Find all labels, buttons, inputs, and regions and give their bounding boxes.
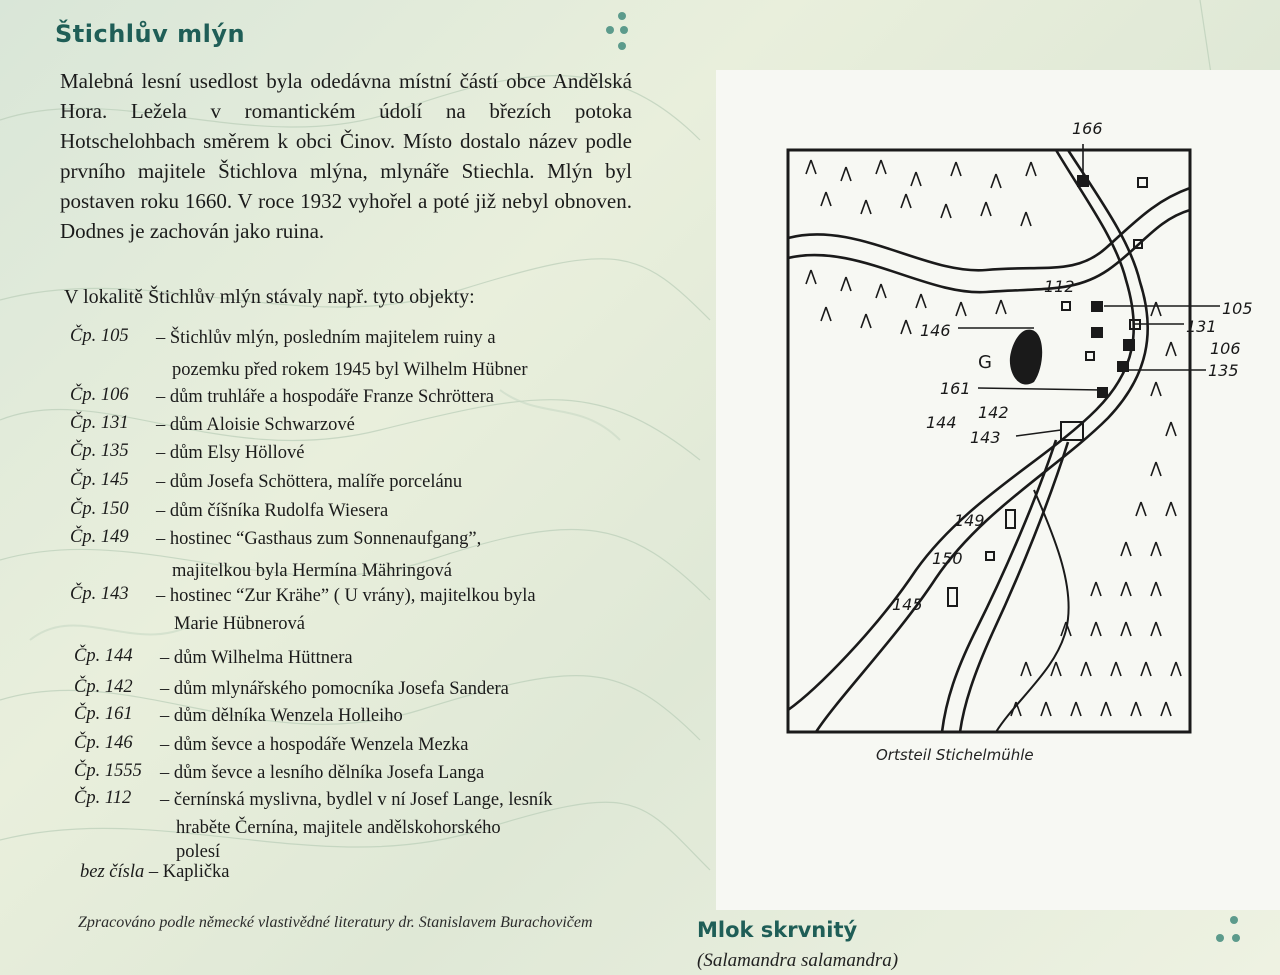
house-number: Čp. 144 bbox=[74, 646, 133, 666]
house-number: Čp. 112 bbox=[74, 788, 132, 808]
no-number-text: – Kaplička bbox=[144, 862, 230, 882]
no-number-label: bez čísla bbox=[80, 862, 145, 882]
house-number: Čp. 161 bbox=[74, 704, 133, 724]
house-number: Čp. 106 bbox=[70, 385, 129, 405]
house-description-cont: hraběte Černína, majitele andělskohorského bbox=[176, 818, 501, 838]
map-label: 106 bbox=[1210, 339, 1241, 358]
map-label: 112 bbox=[1044, 277, 1075, 296]
map-label: 161 bbox=[940, 379, 971, 398]
house-description-cont: majitelkou byla Hermína Mähringová bbox=[172, 561, 452, 581]
house-description-cont: polesí bbox=[176, 842, 221, 862]
house-description: – dům Wilhelma Hüttnera bbox=[160, 648, 353, 668]
house-description: – hostinec “Gasthaus zum Sonnenaufgang”, bbox=[156, 529, 482, 549]
no-number-item bbox=[80, 862, 230, 883]
map-label: 150 bbox=[932, 549, 963, 568]
house-number: Čp. 143 bbox=[70, 584, 129, 604]
map-label: 146 bbox=[920, 321, 951, 340]
pond-shape bbox=[1010, 330, 1042, 385]
map-label: 105 bbox=[1222, 299, 1253, 318]
house-number: Čp. 105 bbox=[70, 326, 129, 346]
village-map bbox=[716, 70, 1280, 750]
house-number: Čp. 145 bbox=[70, 470, 129, 490]
map-label: 131 bbox=[1186, 317, 1217, 336]
objects-subtitle: V lokalitě Štichlův mlýn stávaly např. tyto objekty: bbox=[64, 286, 475, 308]
house-description: – dům mlynářského pomocníka Josefa Sandera bbox=[160, 679, 509, 699]
map-buildings bbox=[948, 176, 1147, 606]
map-label: 149 bbox=[954, 511, 985, 530]
house-number: Čp. 150 bbox=[70, 499, 129, 519]
map-labels bbox=[892, 119, 1253, 614]
decorative-dots-icon bbox=[602, 12, 636, 58]
house-description: – dům Elsy Höllové bbox=[156, 443, 305, 463]
map-label: 144 bbox=[926, 413, 957, 432]
map-label: G bbox=[978, 352, 992, 373]
house-number: Čp. 131 bbox=[70, 413, 129, 433]
house-number: Čp. 135 bbox=[70, 441, 129, 461]
decorative-dots-icon bbox=[1210, 916, 1250, 956]
salamander-title: Mlok skrvnitý bbox=[697, 918, 858, 942]
house-description: – dům Aloisie Schwarzové bbox=[156, 415, 355, 435]
house-number: Čp. 146 bbox=[74, 733, 133, 753]
house-number: Čp. 149 bbox=[70, 527, 129, 547]
credit-note: Zpracováno podle německé vlastivědné literatury dr. Stanislavem Burachovičem bbox=[78, 914, 593, 931]
house-description: – dům dělníka Wenzela Holleiho bbox=[160, 706, 403, 726]
house-description: – dům ševce a hospodáře Wenzela Mezka bbox=[160, 735, 469, 755]
house-description: – dům Josefa Schöttera, malíře porcelánu bbox=[156, 472, 463, 492]
page-title: Štichlův mlýn bbox=[55, 20, 246, 48]
map-caption: Ortsteil Stichelmühle bbox=[876, 746, 1034, 764]
house-description: – dům číšníka Rudolfa Wiesera bbox=[156, 501, 389, 521]
house-number: Čp. 142 bbox=[74, 677, 133, 697]
map-label: 142 bbox=[978, 403, 1009, 422]
house-number: Čp. 1555 bbox=[74, 761, 142, 781]
intro-paragraph: Malebná lesní usedlost byla odedávna místní částí obce Andělská Hora. Ležela v romantickém údolí na březích potoka Hotschelohbach směrem k obci Činov. Místo dostalo název podle prvního majitele Štichlova mlýna, mlynáře Stiechla. Mlýn byl postaven roku 1660. V roce 1932 vyhořel a poté již nebyl obnoven. Dodnes je zachován jako ruina. bbox=[60, 69, 632, 243]
house-description: – hostinec “Zur Krähe” ( U vrány), majitelkou byla bbox=[156, 586, 536, 606]
house-description: – dům truhláře a hospodáře Franze Schröttera bbox=[156, 387, 495, 407]
house-description: – černínská myslivna, bydlel v ní Josef Lange, lesník bbox=[160, 790, 553, 810]
map-label: 135 bbox=[1208, 361, 1239, 380]
map-label: 166 bbox=[1072, 119, 1103, 138]
house-description: – dům ševce a lesního dělníka Josefa Langa bbox=[160, 763, 485, 783]
house-description: – Štichlův mlýn, posledním majitelem ruiny a bbox=[156, 328, 496, 348]
map-leader-lines bbox=[958, 144, 1220, 436]
house-description-cont: pozemku před rokem 1945 byl Wilhelm Hübner bbox=[172, 360, 528, 380]
house-description-cont: Marie Hübnerová bbox=[174, 614, 305, 634]
map-label: 143 bbox=[970, 428, 1001, 447]
map-label: 145 bbox=[892, 595, 923, 614]
salamander-latin-name: (Salamandra salamandra) bbox=[697, 950, 899, 971]
